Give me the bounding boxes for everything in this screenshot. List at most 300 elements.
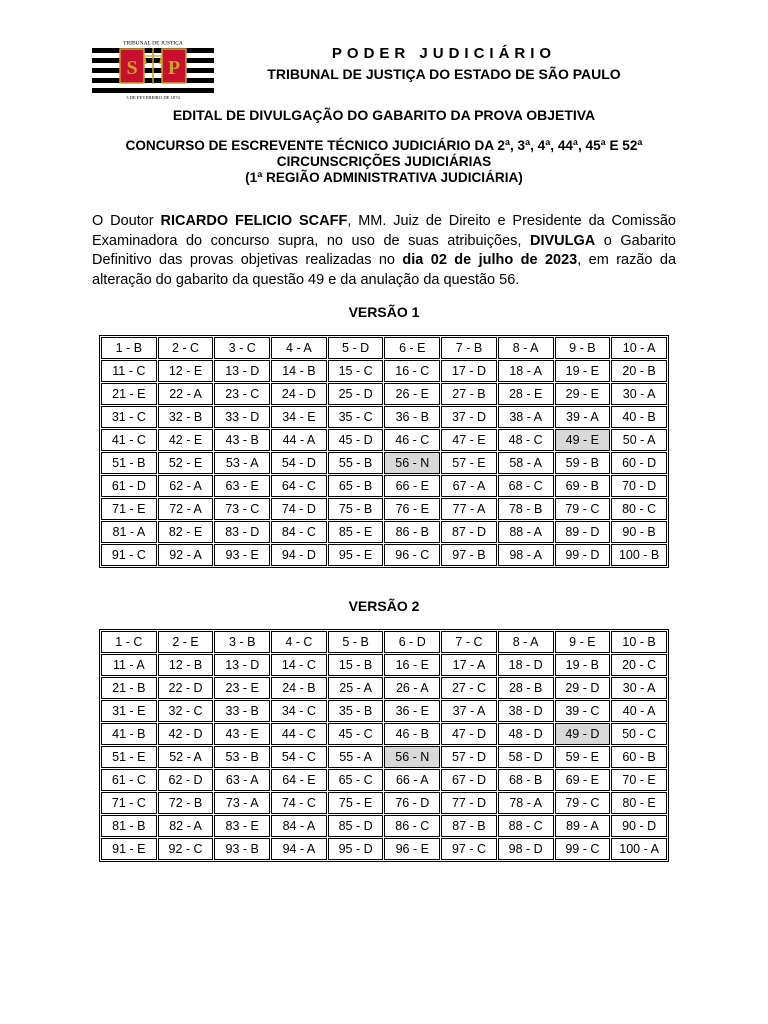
question-number: 80 - [622,796,648,810]
answer-cell-q5 [328,337,384,359]
answer-letter: D [590,681,600,695]
answer-letter: A [476,658,486,672]
answer-letter: E [590,433,600,447]
answer-letter: D [363,387,373,401]
answer-row [101,677,667,699]
answer-letter: C [473,635,483,649]
answer-cell-q6 [384,337,440,359]
answer-letter: D [416,635,426,649]
answer-cell-q89 [555,815,611,837]
answer-letter: A [193,502,202,516]
answer-cell-q9 [555,337,611,359]
question-number: 8 - [512,341,531,355]
question-number: 8 - [512,635,531,649]
answer-row [101,815,667,837]
answer-cell-q98 [498,838,554,860]
question-number: 70 - [622,479,648,493]
answer-row [101,452,667,474]
answer-cell-q14 [271,654,327,676]
answer-row [101,654,667,676]
question-number: 94 - [281,548,307,562]
answer-cell-q74 [271,498,327,520]
question-number: 48 - [508,727,534,741]
answer-cell-q44 [271,429,327,451]
edital-paragraph [92,212,676,290]
answer-cell-q18 [498,360,554,382]
answer-letter: A [533,456,542,470]
answer-letter: B [363,502,373,516]
answer-letter: C [193,704,203,718]
answer-cell-q83 [214,521,270,543]
answer-cell-q28 [498,383,554,405]
answer-cell-q8 [498,337,554,359]
answer-cell-q61 [101,475,157,497]
answer-row [101,521,667,543]
answer-cell-q48 [498,429,554,451]
question-number: 88 - [508,819,534,833]
answer-cell-q78 [498,792,554,814]
answer-letter: B [193,410,203,424]
answer-cell-q2 [158,631,214,653]
answer-cell-q100 [611,838,667,860]
answer-letter: E [417,341,426,355]
question-number: 84 - [281,525,307,539]
question-number: 79 - [565,796,591,810]
question-number: 47 - [451,727,477,741]
answer-cell-q73 [214,498,270,520]
answer-cell-q58 [498,452,554,474]
answer-letter: D [306,456,316,470]
answer-letter: C [420,433,430,447]
question-number: 50 - [622,433,648,447]
answer-cell-q62 [158,475,214,497]
answer-cell-q37 [441,406,497,428]
answer-letter: D [476,750,486,764]
answer-cell-q51 [101,452,157,474]
answer-cell-q36 [384,700,440,722]
answer-letter: E [477,456,486,470]
answer-letter: C [246,341,256,355]
answer-letter: E [137,842,146,856]
answer-letter: B [533,681,543,695]
answer-letter: B [420,525,429,539]
edital-title: EDITAL DE DIVULGAÇÃO DO GABARITO DA PROVA OBJETIVA [172,107,596,123]
answer-letter: D [476,796,486,810]
question-number: 65 - [338,479,364,493]
answer-cell-q27 [441,383,497,405]
answer-cell-q29 [555,383,611,405]
answer-cell-q97 [441,544,497,566]
answer-letter: B [590,456,600,470]
answer-letter: D [476,525,486,539]
question-number: 63 - [225,773,251,787]
question-number: 95 - [338,548,364,562]
judge-name: RICARDO FELICIO SCAFF [160,213,348,229]
answer-cell-q11 [101,654,157,676]
question-number: 92 - [168,842,194,856]
answer-letter: D [363,842,373,856]
question-number: 66 - [395,773,421,787]
question-number: 84 - [282,819,307,833]
answer-cell-q43 [214,429,270,451]
answer-row [101,383,667,405]
answer-letter: B [307,681,316,695]
question-number: 18 - [508,658,534,672]
question-number: 44 - [281,727,307,741]
question-number: 63 - [225,479,251,493]
question-number: 60 - [622,750,648,764]
question-number: 1 - [115,341,134,355]
question-number: 31 - [111,410,137,424]
answer-letter: B [250,842,259,856]
answer-letter: B [137,456,146,470]
answer-cell-q59 [555,452,611,474]
question-number: 52 - [168,456,194,470]
answer-row [101,746,667,768]
answer-letter: B [137,819,146,833]
question-number: 86 - [395,819,421,833]
answer-letter: A [193,548,202,562]
question-number: 85 - [338,525,364,539]
answer-cell-q87 [441,815,497,837]
question-number: 51 - [112,750,138,764]
question-number: 35 - [338,704,364,718]
answer-letter: B [250,704,259,718]
answer-letter: E [250,548,259,562]
answer-cell-q76 [384,498,440,520]
question-number: 75 - [338,796,364,810]
answer-cell-q93 [214,544,270,566]
answer-letter: C [533,819,543,833]
question-number: 57 - [452,456,478,470]
question-number: 61 - [111,479,137,493]
answer-letter: C [136,433,146,447]
answer-letter: B [650,548,660,562]
answer-letter: C [306,658,316,672]
question-number: 81 - [112,819,138,833]
answer-cell-q3 [214,337,270,359]
answer-letter: B [137,681,146,695]
answer-cell-q67 [441,475,497,497]
answer-letter: E [250,681,259,695]
question-number: 21 - [112,387,138,401]
question-number: 9 - [569,635,588,649]
question-number: 27 - [451,681,477,695]
tjsp-logo [92,38,214,100]
question-number: 82 - [169,819,194,833]
answer-cell-q57 [441,452,497,474]
question-number: 7 - [455,341,474,355]
answer-cell-q14 [271,360,327,382]
answer-letter: E [250,479,259,493]
logo-letter-s: S [126,57,138,79]
question-number: 17 - [452,658,477,672]
answer-cell-q81 [101,521,157,543]
answer-letter: B [590,479,600,493]
answer-cell-q1 [101,337,157,359]
answer-letter: A [193,750,202,764]
question-number: 56 - [395,456,421,470]
question-number: 68 - [508,773,534,787]
answer-cell-q16 [384,360,440,382]
answer-cell-q55 [328,452,384,474]
answer-letter: C [306,525,316,539]
answer-cell-q34 [271,700,327,722]
answer-cell-q13 [214,654,270,676]
answer-cell-q10 [611,337,667,359]
answer-cell-q79 [555,498,611,520]
answer-cell-q58 [498,746,554,768]
answer-letter: B [360,635,369,649]
question-number: 75 - [338,502,364,516]
question-number: 29 - [565,681,591,695]
question-number: 32 - [168,704,194,718]
answer-letter: C [363,773,373,787]
question-number: 4 - [285,635,304,649]
answer-letter: D [250,364,260,378]
logo-top-text: TRIBUNAL DE JUSTIÇA [123,40,183,47]
concurso-line-1: CONCURSO DE ESCREVENTE TÉCNICO JUDICIÁRIO DA 2ª, 3ª, 4ª, 44ª, 45ª E 52ª [125,138,643,153]
question-number: 32 - [168,410,194,424]
answer-letter: C [420,548,430,562]
answer-letter: E [590,773,600,787]
answer-letter: B [420,410,429,424]
question-number: 33 - [225,410,251,424]
question-number: 24 - [282,681,308,695]
answer-cell-q98 [498,544,554,566]
question-number: 80 - [622,502,648,516]
question-number: 72 - [168,796,194,810]
question-number: 11 - [112,364,137,378]
answer-letter: C [647,658,657,672]
question-number: 14 - [281,658,307,672]
answer-cell-q32 [158,406,214,428]
answer-cell-q68 [498,769,554,791]
answer-letter: C [590,704,600,718]
answer-letter: B [307,364,316,378]
question-number: 82 - [168,525,194,539]
answer-cell-q42 [158,429,214,451]
answer-cell-q57 [441,746,497,768]
question-number: 87 - [451,525,477,539]
answer-letter: A [530,635,539,649]
question-number: 94 - [282,842,307,856]
answer-letter: D [533,658,543,672]
answer-letter: D [306,548,316,562]
question-number: 54 - [281,456,307,470]
question-number: 95 - [338,842,364,856]
question-number: 48 - [508,433,534,447]
answer-letter: A [306,433,316,447]
answer-cell-q22 [158,677,214,699]
answer-letter: A [193,479,202,493]
answer-cell-q47 [441,429,497,451]
question-number: 46 - [395,433,421,447]
version-2-title: VERSÃO 2 [348,598,420,614]
question-number: 93 - [225,548,251,562]
answer-cell-q45 [328,723,384,745]
answer-letter: A [476,704,486,718]
answer-cell-q24 [271,383,327,405]
answer-letter: A [476,479,486,493]
answer-letter: D [136,479,146,493]
header-tribunal: TRIBUNAL DE JUSTIÇA DO ESTADO DE SÃO PAULO [267,66,621,82]
answer-cell-q6 [384,631,440,653]
answer-cell-q3 [214,631,270,653]
answer-letter: E [250,727,259,741]
answer-row [101,544,667,566]
question-number: 17 - [451,364,477,378]
question-number: 58 - [508,750,534,764]
answer-cell-q90 [611,521,667,543]
answer-cell-q86 [384,815,440,837]
answer-cell-q84 [271,815,327,837]
question-number: 37 - [452,704,477,718]
question-number: 33 - [225,704,251,718]
question-number: 14 - [282,364,308,378]
answer-cell-q25 [328,677,384,699]
question-number: 35 - [338,410,364,424]
question-number: 49 - [565,433,591,447]
answer-letter: C [136,548,146,562]
answer-letter: D [363,819,373,833]
answer-letter: D [647,456,657,470]
answer-letter: C [476,842,486,856]
question-number: 65 - [338,773,364,787]
answer-key-table-version-1 [99,335,669,568]
answer-letter: A [533,548,542,562]
answer-row [101,406,667,428]
question-number: 45 - [338,727,364,741]
answer-cell-q72 [158,792,214,814]
answer-letter: A [420,773,429,787]
question-number: 67 - [451,773,477,787]
answer-letter: A [306,819,316,833]
question-number: 43 - [225,727,251,741]
answer-cell-q7 [441,337,497,359]
answer-letter: A [250,456,259,470]
answer-row [101,498,667,520]
answer-letter: A [533,796,542,810]
question-number: 22 - [169,387,194,401]
answer-letter: A [476,502,486,516]
question-number: 91 - [112,842,138,856]
answer-cell-q66 [384,475,440,497]
answer-letter: A [647,681,656,695]
answer-letter: A [420,681,429,695]
answer-letter: C [420,364,430,378]
answer-cell-q71 [101,792,157,814]
answer-cell-q91 [101,544,157,566]
question-number: 44 - [282,433,307,447]
answer-letter: A [363,750,372,764]
question-number: 66 - [395,479,421,493]
answer-cell-q32 [158,700,214,722]
question-number: 36 - [395,410,421,424]
question-number: 43 - [225,433,251,447]
question-number: 73 - [225,502,251,516]
answer-cell-q9 [555,631,611,653]
answer-row [101,838,667,860]
answer-cell-q72 [158,498,214,520]
answer-letter: C [647,502,657,516]
question-number: 79 - [565,502,591,516]
question-number: 25 - [339,681,364,695]
question-number: 90 - [622,525,648,539]
paragraph-part-1: O Doutor [92,213,161,229]
answer-letter: D [360,341,370,355]
question-number: 18 - [509,364,534,378]
answer-cell-q52 [158,452,214,474]
answer-letter: B [647,750,656,764]
answer-letter: B [473,341,483,355]
answer-cell-q88 [498,521,554,543]
question-number: 87 - [452,819,478,833]
answer-letter: A [530,341,539,355]
question-number: 83 - [225,525,251,539]
question-number: 70 - [622,773,648,787]
question-number: 88 - [509,525,534,539]
answer-cell-q69 [555,475,611,497]
answer-letter: D [476,773,486,787]
answer-cell-q69 [555,769,611,791]
answer-letter: B [363,658,373,672]
paragraph-part-2: , MM. Juiz de Direito e Presidente da Comissão Examinadora do concurso supra, no uso de suas atribuições, [92,213,676,249]
question-number: 72 - [169,502,194,516]
answer-cell-q88 [498,815,554,837]
answer-row [101,360,667,382]
answer-cell-q27 [441,677,497,699]
logo-bottom-text: 3 DE FEVEREIRO DE 1874 [126,95,180,100]
answer-letter: B [363,456,373,470]
question-number: 41 - [112,727,138,741]
answer-cell-q95 [328,544,384,566]
answer-cell-q16 [384,654,440,676]
answer-cell-q63 [214,769,270,791]
answer-letter: A [650,842,659,856]
question-number: 15 - [338,658,364,672]
answer-cell-q7 [441,631,497,653]
question-number: 73 - [225,796,251,810]
divulga-word: DIVULGA [529,232,596,249]
paragraph-part-3: o Gabarito Definitivo das provas objetivas realizadas no [92,232,676,268]
question-number: 20 - [622,364,648,378]
answer-cell-q11 [101,360,157,382]
answer-cell-q81 [101,815,157,837]
question-number: 99 - [565,548,591,562]
answer-cell-q22 [158,383,214,405]
answer-letter: D [420,796,430,810]
answer-row [101,792,667,814]
question-number: 28 - [508,387,534,401]
question-number: 62 - [169,479,194,493]
answer-cell-q20 [611,360,667,382]
answer-cell-q34 [271,406,327,428]
answer-cell-q40 [611,406,667,428]
answer-cell-q63 [214,475,270,497]
answer-letter: B [193,796,203,810]
concurso-title [100,138,668,186]
question-number: 58 - [509,456,534,470]
answer-cell-q94 [271,838,327,860]
answer-cell-q85 [328,521,384,543]
question-number: 6 - [399,341,418,355]
answer-letter: C [306,727,316,741]
question-number: 68 - [508,479,534,493]
answer-letter: C [590,842,600,856]
answer-letter: D [363,433,373,447]
answer-cell-q65 [328,475,384,497]
